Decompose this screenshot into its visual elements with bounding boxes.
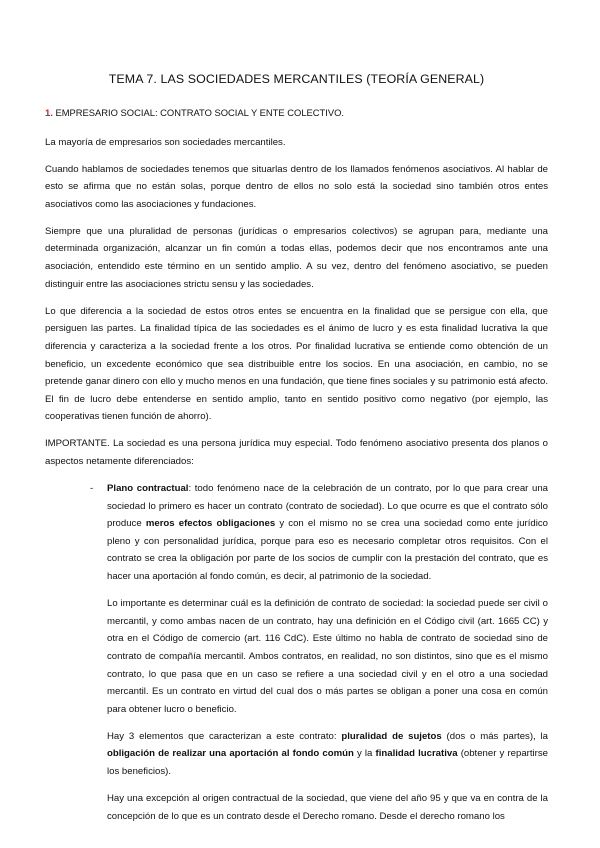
elements-intro: Hay 3 elementos que caracterizan a este contrato: [107, 730, 342, 742]
section-heading [45, 107, 548, 118]
bullet-text-1: : todo fenómeno nace de la celebración de un contrato, por lo que para crear una sociedad lo primero es hacer un contrato (contrato de sociedad). Lo que ocurre es que el contrato sólo produce [107, 483, 549, 530]
paragraph-4: Lo que diferencia a la sociedad de estos otros entes se encuentra en la finalidad que se persigue con ella, que persiguen las partes. La finalidad típica de las sociedades es el ánimo de lucro y es esta finalidad lucrativa la que diferencia y caracteriza a la sociedad frente a los otros. Por finalidad lucrativa se entiende como obtención de un beneficio, un excedente económico que sea distribuible entre los socios. En una asociación, en cambio, no se pretende ganar dinero con ello y mucho menos en una fundación, que tiene fines sociales y su patrimonio está afecto. El fin de lucro debe entenderse en sentido amplio, tanto en sentido positivo como negativo (por ejemplo, las cooperativas tienen función de ahorro). [45, 305, 548, 423]
document-title: TEMA 7. LAS SOCIEDADES MERCANTILES (TEORÍA GENERAL) [108, 72, 485, 86]
indented-paragraph-2 [107, 728, 548, 781]
paragraph-1: La mayoría de empresarios son sociedades mercantiles. [45, 137, 286, 148]
section-heading-text: EMPRESARIO SOCIAL: CONTRATO SOCIAL Y ENTE COLECTIVO. [55, 107, 345, 118]
paragraph-5: IMPORTANTE. La sociedad es una persona jurídica muy especial. Todo fenómeno asociativo presenta dos planos o aspectos netamente diferenciados: [45, 438, 548, 467]
indented-paragraph-1: Lo importante es determinar cuál es la definición de contrato de sociedad: la sociedad puede ser civil o mercantil, y como ambas nacen de un contrato, hay una definición en el Código civil (art. 1665 CC) y otra en el Código de comercio (art. 116 CdC). Este último no habla de contrato de sociedad sino de contrato de compañía mercantil. Ambos contratos, en realidad, no son distintos, sino que es el mismo contrato, lo que pasa que en un caso se refiere a una sociedad civil y en el otro a una sociedad mercantil. Es un contrato en virtud del cual dos o más partes se obligan a poner una cosa en común para obtener lucro o beneficio. [107, 598, 548, 715]
element-contribution: obligación de realizar una aportación al fondo común [107, 748, 354, 760]
elements-text-2: y la [353, 748, 376, 760]
bullet-bold-1: meros efectos obligaciones [145, 518, 276, 530]
bullet-dash: - [90, 483, 94, 495]
paragraph-3: Siempre que una pluralidad de personas (jurídicas o empresarios colectivos) se agrupan para, mediante una determinada organización, alcanzar un fin común a todas ellas, podemos decir que nos encontramos ante una asociación, entendido este término en un sentido amplio. A su vez, dentro del fenómeno asociativo, se pueden distinguir entre las asociaciones strictu sensu y las sociedades. [45, 225, 548, 290]
bullet-paragraph [107, 480, 548, 586]
section-number: 1. [45, 107, 53, 118]
bullet-label: Plano contractual [107, 483, 189, 495]
bullet-item-contractual [45, 480, 548, 595]
indented-paragraph-3: Hay una excepción al origen contractual de la sociedad, que viene del año 95 y que va en contra de la concepción de lo que es un contrato desde el Derecho romano. Desde el derecho romano los [107, 793, 548, 822]
element-plurality: pluralidad de sujetos [341, 730, 442, 742]
elements-text-3: (obtener y repartirse los beneficios). [107, 748, 549, 777]
bullet-text-2: y con el mismo no se crea una sociedad como ente jurídico pleno y con personalidad jurídica, porque para eso es necesario completar otros requisitos. Con el contrato se crea la obligación por parte de los socios de cumplir con la prestación del contrato, que es hacer una aportación al fondo común, es decir, al patrimonio de la sociedad. [107, 518, 548, 583]
paragraph-2: Cuando hablamos de sociedades tenemos que situarlas dentro de los llamados fenómenos asociativos. Al hablar de esto se afirma que no están solas, porque dentro de ellos no solo está la sociedad sino también otros entes asociativos como las asociaciones y fundaciones. [45, 163, 548, 210]
elements-text-1: (dos o más partes), la [441, 730, 548, 742]
element-profit: finalidad lucrativa [375, 748, 458, 760]
